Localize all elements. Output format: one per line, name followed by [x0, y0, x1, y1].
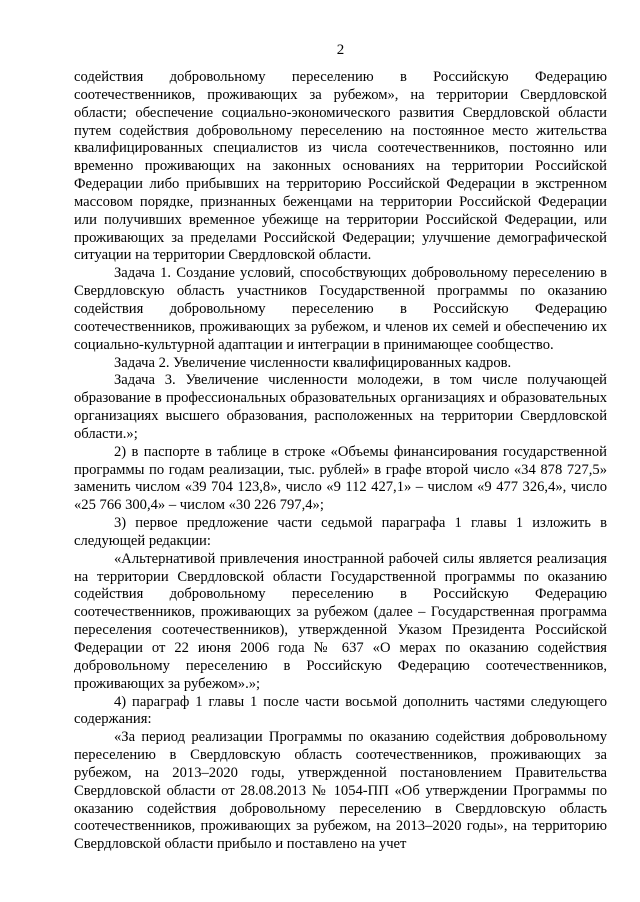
paragraph-goal-continuation: содействия добровольному переселению в Российскую Федерацию соотечественников, проживающих за рубежом», на территории Свердловской области; обеспечение социально-экономического развития Свердловской области путем содействия добровольному переселению на постоянное место жительства квалифицированных специалистов из числа соотечественников, постоянно или временно проживающих на законных основаниях на территории Российской Федерации либо прибывших на территорию Российской Федерации в экстренном массовом порядке, признанных беженцами на территории Российской Федерации или получивших временное убежище на территории Российской Федерации, или проживающих за пределами Российской Федерации; улучшение демографической ситуации на территории Свердловской области.	[74, 69, 607, 264]
paragraph-task-1: Задача 1. Создание условий, способствующих добровольному переселению в Свердловскую область участников Государственной программы по оказанию содействия добровольному переселению в Российскую Федерацию соотечественников, проживающих за рубежом, и членов их семей и обеспечению их социально-культурной адаптации и интеграции в принимающее сообщество.	[74, 265, 607, 353]
paragraph-task-2: Задача 2. Увеличение численности квалифицированных кадров.	[114, 354, 512, 371]
paragraph-item-2-financing: 2) в паспорте в таблице в строке «Объемы финансирования государственной программы по годам реализации, тыс. рублей» в графе второй число «34 878 727,5» заменить числом «39 704 123,8», число «9 112 427,1» – числом «9 477 326,4», число «25 766 300,4» – числом «30 226 797,4»;	[74, 443, 607, 514]
document-page	[74, 40, 607, 854]
paragraph-quoted-program-period: «За период реализации Программы по оказанию содействия добровольному переселению в Свердловскую область соотечественников, проживающих за рубежом, на 2013–2020 годы, утвержденной постановлением Правительства Свердловской области от 28.08.2013 № 1054-ПП «Об утверждении Программы по оказанию содействия добровольному переселению в Свердловскую область соотечественников, проживающих за рубежом, на 2013–2020 годы», на территорию Свердловской области прибыло и поставлено на учет	[74, 729, 607, 853]
paragraph-task-3: Задача 3. Увеличение численности молодежи, в том числе получающей образование в профессиональных образовательных организациях и образовательных организациях высшего образования, расположенных на территории Свердловской области.»;	[74, 372, 607, 442]
paragraph-quoted-alternative: «Альтернативой привлечения иностранной рабочей силы является реализация на территории Свердловской области Государственной программы по оказанию содействия добровольному переселению в Российскую Федерацию соотечественников, проживающих за рубежом (далее – Государственная программа переселения соотечественников), утвержденной Указом Президента Российской Федерации от 22 июня 2006 года № 637 «О мерах по оказанию содействия добровольному переселению в Российскую Федерацию соотечественников, проживающих за рубежом».»;	[74, 550, 607, 692]
page-number: 2	[336, 42, 345, 58]
paragraph-item-3: 3) первое предложение части седьмой параграфа 1 главы 1 изложить в следующей редакции:	[74, 515, 607, 549]
paragraph-item-4: 4) параграф 1 главы 1 после части восьмой дополнить частями следующего содержания:	[74, 693, 607, 728]
